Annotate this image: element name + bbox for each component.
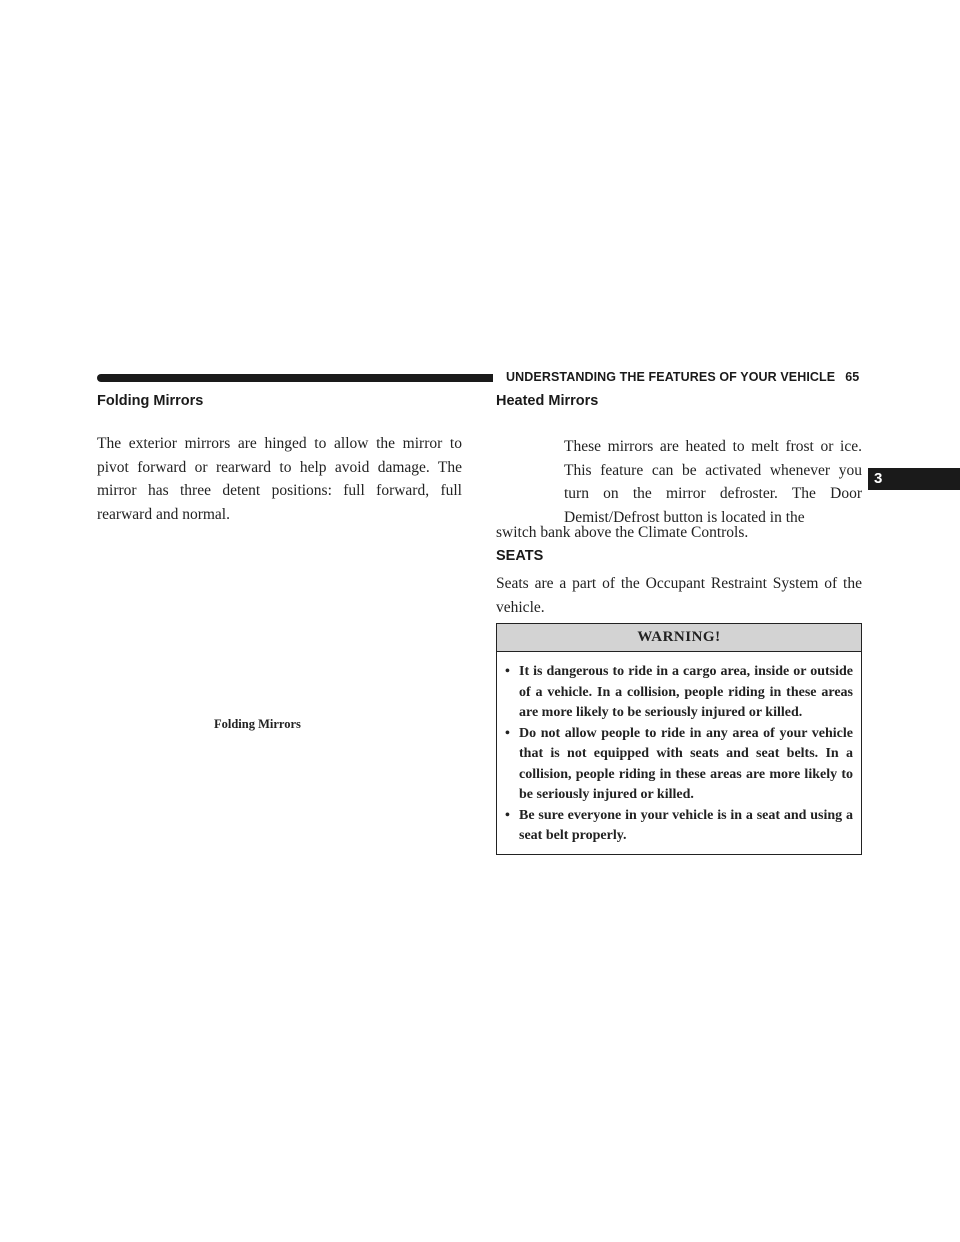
warning-item: • It is dangerous to ride in a cargo area, inside or outside of a vehicle. In a collision, people riding in these areas are more likely to be seriously injured or killed.	[505, 662, 853, 724]
heated-mirrors-heading: Heated Mirrors	[496, 393, 599, 409]
seats-heading: SEATS	[496, 548, 544, 564]
folding-mirrors-heading: Folding Mirrors	[97, 393, 204, 409]
heated-mirrors-paragraph-tail: switch bank above the Climate Controls.	[496, 524, 749, 541]
warning-title: WARNING!	[497, 624, 861, 652]
running-header	[506, 370, 859, 384]
heated-mirrors-paragraph: These mirrors are heated to melt frost or ice. This feature can be activated whenever you turn on the mirror defroster. The Door Demist/Defrost button is located in the	[564, 438, 862, 526]
warning-box	[496, 623, 862, 855]
seats-paragraph: Seats are a part of the Occupant Restraint System of the vehicle.	[496, 575, 862, 616]
header-rule	[97, 374, 493, 382]
header-title-text: UNDERSTANDING THE FEATURES OF YOUR VEHICLE	[506, 370, 836, 384]
heated-mirror-icon	[496, 427, 554, 497]
warning-list	[497, 652, 861, 847]
warning-item: • Be sure everyone in your vehicle is in a seat and using a seat belt properly.	[505, 806, 853, 847]
page-number: 65	[845, 370, 860, 384]
figure-caption: Folding Mirrors	[214, 717, 301, 731]
warning-item: • Do not allow people to ride in any area of your vehicle that is not equipped with seats and seat belts. In a collision, people riding in these areas are more likely to be seriously injured or killed.	[505, 724, 853, 806]
folding-mirrors-paragraph: The exterior mirrors are hinged to allow the mirror to pivot forward or rearward to help avoid damage. The mirror has three detent positions: full forward, full rearward and normal.	[97, 435, 462, 523]
chapter-tab: 3	[868, 468, 960, 490]
